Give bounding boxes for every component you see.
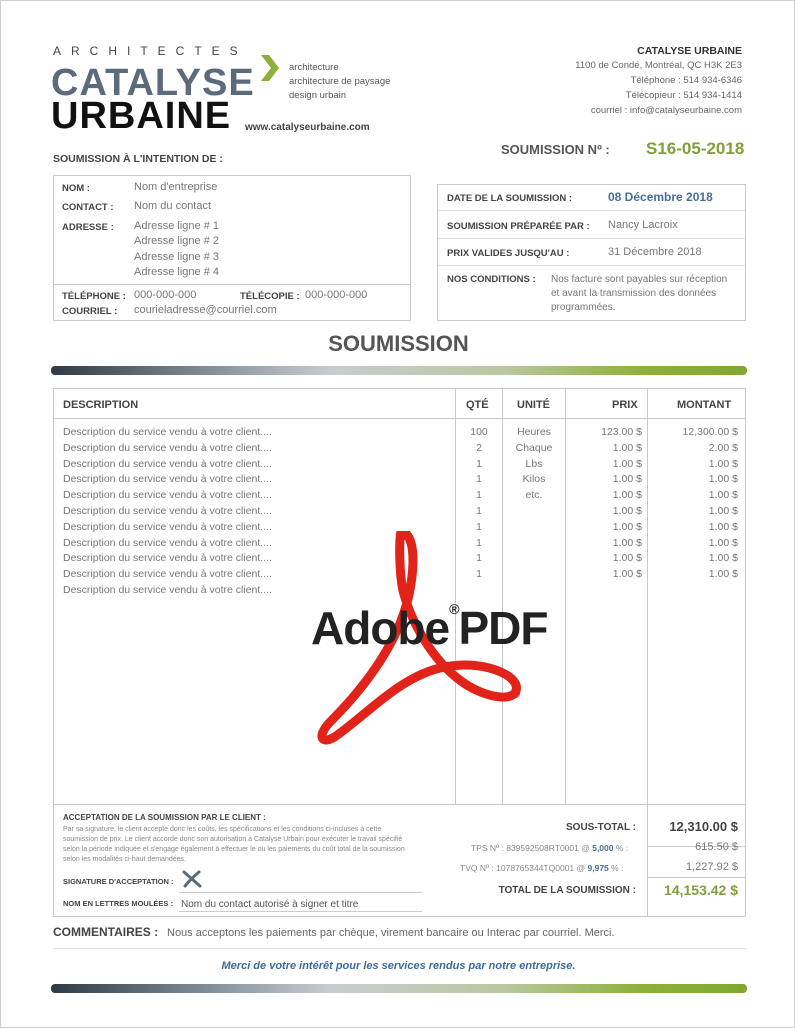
cell-amount: 1.00 $ [708,520,738,533]
table-header-divider [53,418,746,419]
cell-desc: Description du service vendu à votre client.... [63,426,272,438]
table-row [1,458,795,474]
cell-desc: Description du service vendu à votre client.... [63,505,272,517]
company-phone: Téléphone : 514 934-6346 [630,75,742,86]
cell-price: 1.00 $ [612,568,642,581]
col-description: DESCRIPTION [63,399,139,411]
cell-desc: Description du service vendu à votre client.... [63,473,272,486]
cell-qty: 1 [476,520,482,533]
prepared-by: Nancy Lacroix [608,219,678,231]
cell-qty: 1 [476,536,482,549]
cell-qty: 1 [476,505,482,517]
gradient-bar-bottom [51,984,747,993]
cell-qty: 1 [476,489,482,502]
gradient-bar-top [51,366,747,375]
company-fax: Télécopieur : 514 934-1414 [625,90,742,101]
cell-price: 1.00 $ [612,552,642,565]
client-address-2: Adresse ligne # 2 [134,235,219,247]
tps-line: TPS Nº : 839592508RT0001 @ 5,000 % : [471,843,629,853]
cell-unit: etc. [525,489,543,502]
valid-label: PRIX VALIDES JUSQU'AU : [447,248,570,259]
client-name: Nom d'entreprise [134,181,218,193]
client-fax: 000-000-000 [305,289,368,301]
cell-amount: 1.00 $ [708,473,738,486]
comments-divider [53,948,746,949]
quote-number: S16-05-2018 [646,139,745,158]
logo-urbaine: URBAINE [51,95,232,137]
cell-qty: 100 [470,426,488,438]
cell-qty: 2 [476,441,482,454]
signature-label: SIGNATURE D'ACCEPTATION : [63,877,174,886]
table-row [1,426,795,442]
cell-desc: Description du service vendu à votre client.... [63,441,272,454]
logo-catalyse: CATALYSE [51,62,255,104]
client-address-3: Adresse ligne # 3 [134,251,219,263]
tvq-value: 1,227.92 $ [686,861,738,873]
cell-unit: Heures [517,426,551,438]
valid-until: 31 Décembre 2018 [608,246,702,258]
signature-line[interactable] [179,892,422,893]
acceptance-text: Par sa signature, le client accepte donc les coûts, les spécifications et les conditions ci-incluses à cette soumission de prix. Le client accorde donc son autorisation à Catalyse Urbain pour exécuter le travail spécifié selon la période indiquée et s'engage également à effectuer le ou les paiements du coût total de la soumission selon les modalités ci-haut demandées. [63,826,405,863]
totals-divider [647,877,746,878]
registered-mark: ® [512,689,521,701]
cell-qty: 1 [476,552,482,565]
thank-you-note: Merci de votre intérêt pour les services rendus par notre entreprise. [221,960,576,972]
cell-price: 1.00 $ [612,520,642,533]
chevron-right-icon [259,55,279,81]
table-row [1,442,795,458]
acceptance-title: ACCEPTATION DE LA SOUMISSION PAR LE CLIENT : [63,813,266,822]
cell-amount: 1.00 $ [708,457,738,470]
client-contact: Nom du contact [134,200,212,212]
name-line [179,911,422,912]
logo-architectes: ARCHITECTES [53,44,248,58]
cell-desc: Description du service vendu à votre client.... [63,568,272,581]
subtotal-label: SOUS-TOTAL : [566,822,636,833]
table-footer-divider [53,804,746,805]
table-row [1,505,795,521]
cell-price: 1.00 $ [612,505,642,517]
tvq-line: TVQ Nº : 1078765344TQ0001 @ 9,975 % : [460,863,624,873]
client-phone: 000-000-000 [134,289,197,301]
cell-qty: 1 [476,457,482,470]
signature-x-icon[interactable] [181,869,203,889]
client-phone-label: TÉLÉPHONE : [62,291,126,302]
info-divider [438,238,745,239]
col-qty: QTÉ [466,399,489,411]
col-unit: UNITÉ [517,399,550,411]
company-name: CATALYSE URBAINE [637,45,742,57]
cell-amount: 1.00 $ [708,552,738,565]
quote-number-label: SOUMISSION Nº : [501,142,610,157]
cell-amount: 1.00 $ [708,505,738,517]
date-label: DATE DE LA SOUMISSION : [447,193,573,204]
cell-amount: 1.00 $ [708,489,738,502]
cell-desc: Description du service vendu à votre client.... [63,536,272,549]
cell-price: 1.00 $ [612,473,642,486]
cell-unit: Lbs [525,457,543,470]
col-amount: MONTANT [677,399,732,411]
printed-name: Nom du contact autorisé à signer et titre [181,899,359,910]
printed-name-label: NOM EN LETTRES MOULÉES : [63,899,174,908]
col-price: PRIX [612,399,638,411]
table-row [1,473,795,489]
client-fax-label: TÉLÉCOPIE : [240,291,300,302]
conditions-text: Nos facture sont payables sur réception et avant la transmission des données programmées. [551,274,728,313]
logo-tagline: architecture architecture de paysage design urbain [289,62,391,101]
client-contact-label: CONTACT : [62,202,114,213]
cell-price: 1.00 $ [612,441,642,454]
cell-desc: Description du service vendu à votre client.... [63,520,272,533]
intent-label: SOUMISSION À L'INTENTION DE : [53,153,223,165]
cell-amount: 2.00 $ [708,441,738,454]
total-value: 14,153.42 $ [664,882,738,898]
client-address-4: Adresse ligne # 4 [134,266,219,278]
comments-label: COMMENTAIRES : [53,925,159,939]
website-link[interactable]: www.catalyseurbaine.com [245,122,370,133]
subtotal-value: 12,310.00 $ [669,819,738,834]
cell-amount: 1.00 $ [708,536,738,549]
prepared-label: SOUMISSION PRÉPARÉE PAR : [447,221,590,232]
cell-desc: Description du service vendu à votre client.... [63,584,272,596]
client-address-label: ADRESSE : [62,222,114,233]
table-row [1,489,795,505]
comments-text: Nous acceptons les paiements par chèque, virement bancaire ou Interac par courriel. Merci. [167,927,615,939]
cell-qty: 1 [476,473,482,486]
info-divider [438,210,745,211]
cell-price: 123.00 $ [601,426,642,438]
page-title: SOUMISSION [328,331,469,356]
company-email[interactable]: courriel : info@catalyseurbaine.com [590,105,742,116]
conditions-label: NOS CONDITIONS : [447,274,536,285]
info-divider [438,265,745,266]
cell-desc: Description du service vendu à votre client.... [63,489,272,502]
cell-qty: 1 [476,568,482,581]
total-label: TOTAL DE LA SOUMISSION : [498,885,636,896]
adobe-pdf-wordmark: Adobe®PDF [311,601,548,654]
cell-desc: Description du service vendu à votre client.... [63,552,272,565]
tps-value: 615.50 $ [695,841,738,853]
cell-price: 1.00 $ [612,536,642,549]
client-divider [53,284,411,285]
cell-amount: 12,300.00 $ [682,426,738,438]
cell-price: 1.00 $ [612,489,642,502]
company-address: 1100 de Condé, Montréal, QC H3K 2E3 [575,60,742,71]
client-address-1: Adresse ligne # 1 [134,220,219,232]
quote-date: 08 Décembre 2018 [608,190,713,204]
cell-unit: Chaque [515,441,553,454]
client-email: courieladresse@courriel.com [134,304,277,316]
cell-unit: Kilos [522,473,546,486]
cell-amount: 1.00 $ [708,568,738,581]
client-email-label: COURRIEL : [62,306,118,317]
cell-price: 1.00 $ [612,457,642,470]
cell-desc: Description du service vendu à votre client.... [63,457,272,470]
client-name-label: NOM : [62,183,90,194]
